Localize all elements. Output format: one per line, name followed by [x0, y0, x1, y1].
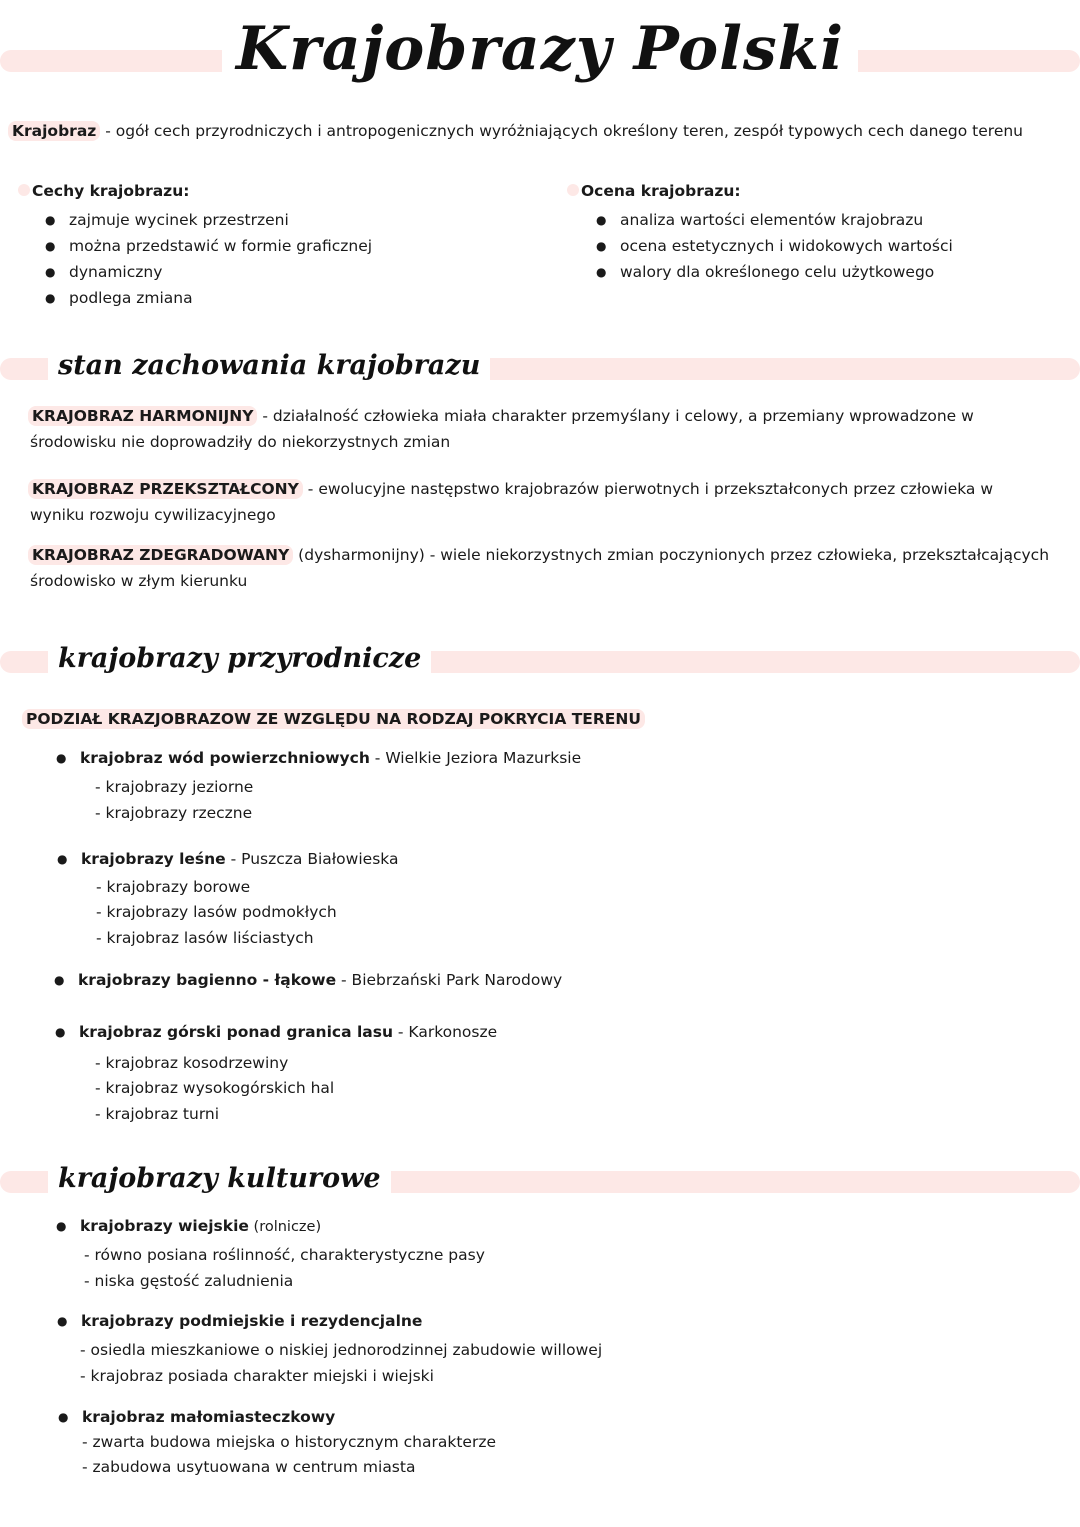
kulturowe-group: ● krajobrazy podmiejskie i rezydencjalne	[81, 1311, 422, 1331]
kulturowe-sub: - zwarta budowa miejska o historycznym charakterze	[82, 1433, 496, 1451]
cechy-item: ● podlega zmiana	[69, 288, 193, 308]
kulturowe-sub: - zabudowa usytuowana w centrum miasta	[82, 1458, 416, 1476]
harmonijny-line1: KRAJOBRAZ HARMONIJNY - działalność człowieka miała charakter przemyślany i celowy, a przemiany wprowadzone w	[28, 406, 974, 426]
przyrodnicze-sub: - krajobrazy lasów podmokłych	[96, 903, 337, 921]
kulturowe-group: ● krajobraz małomiasteczkowy	[82, 1407, 335, 1427]
przyrodnicze-group: ● krajobrazy bagienno - łąkowe - Biebrzański Park Narodowy	[78, 970, 562, 990]
przeksztalcony-line2: wyniku rozwoju cywilizacyjnego	[30, 506, 276, 524]
cechy-item: ● dynamiczny	[69, 262, 162, 282]
kulturowe-sub: - krajobraz posiada charakter miejski i wiejski	[80, 1367, 434, 1385]
przeksztalcony-term: KRAJOBRAZ PRZEKSZTAŁCONY	[28, 479, 303, 499]
definition-text: - ogół cech przyrodniczych i antropogenicznych wyróżniających określony teren, zespół typowych cech danego terenu	[100, 122, 1024, 140]
przyrodnicze-sub: - krajobrazy rzeczne	[95, 804, 253, 822]
cechy-dot	[18, 184, 30, 196]
ocena-item: ● walory dla określonego celu użytkowego	[620, 262, 934, 282]
cechy-item: ● zajmuje wycinek przestrzeni	[69, 210, 289, 230]
kulturowe-sub: - niska gęstość zaludnienia	[84, 1272, 294, 1290]
kulturowe-heading: krajobrazy kulturowe	[48, 1163, 391, 1194]
harmonijny-line2: środowisku nie doprowadziły do niekorzystnych zmian	[30, 433, 451, 451]
definition-term: Krajobraz	[8, 121, 100, 141]
przyrodnicze-sub: - krajobrazy borowe	[96, 878, 251, 896]
przyrodnicze-sub: - krajobraz wysokogórskich hal	[95, 1079, 335, 1097]
stan-heading: stan zachowania krajobrazu	[48, 350, 490, 381]
definition	[8, 121, 1023, 141]
przyrodnicze-subheading: PODZIAŁ KRAZJOBRAZOW ZE WZGLĘDU NA RODZAJ POKRYCIA TERENU	[22, 709, 645, 729]
przyrodnicze-sub: - krajobraz lasów liściastych	[96, 929, 314, 947]
ocena-heading: Ocena krajobrazu:	[581, 182, 741, 200]
cechy-item: ● można przedstawić w formie graficznej	[69, 236, 372, 256]
przyrodnicze-group: ● krajobraz górski ponad granica lasu - Karkonosze	[79, 1022, 497, 1042]
zdegradowany-term: KRAJOBRAZ ZDEGRADOWANY	[28, 545, 293, 565]
przyrodnicze-group: ● krajobrazy leśne - Puszcza Białowieska	[81, 849, 398, 869]
przeksztalcony-line1: KRAJOBRAZ PRZEKSZTAŁCONY - ewolucyjne następstwo krajobrazów pierwotnych i przekształconych przez człowieka w	[28, 479, 993, 499]
page-title: Krajobrazy Polski	[0, 14, 1080, 84]
zdegradowany-line2: środowisko w złym kierunku	[30, 572, 248, 590]
przyrodnicze-group: ● krajobraz wód powierzchniowych - Wielkie Jeziora Mazurksie	[80, 748, 581, 768]
przyrodnicze-heading: krajobrazy przyrodnicze	[48, 643, 431, 674]
przyrodnicze-sub: - krajobraz turni	[95, 1105, 220, 1123]
przyrodnicze-sub: - krajobraz kosodrzewiny	[95, 1054, 289, 1072]
harmonijny-term: KRAJOBRAZ HARMONIJNY	[28, 406, 257, 426]
cechy-heading: Cechy krajobrazu:	[32, 182, 190, 200]
przyrodnicze-sub: - krajobrazy jeziorne	[95, 778, 254, 796]
ocena-dot	[567, 184, 579, 196]
kulturowe-sub: - osiedla mieszkaniowe o niskiej jednorodzinnej zabudowie willowej	[80, 1341, 603, 1359]
kulturowe-group: ● krajobrazy wiejskie (rolnicze)	[80, 1216, 321, 1237]
ocena-item: ● ocena estetycznych i widokowych wartości	[620, 236, 953, 256]
zdegradowany-line1: KRAJOBRAZ ZDEGRADOWANY (dysharmonijny) - wiele niekorzystnych zmian poczynionych przez człowieka, przekształcających	[28, 545, 1049, 565]
ocena-item: ● analiza wartości elementów krajobrazu	[620, 210, 923, 230]
kulturowe-sub: - równo posiana roślinność, charakterystyczne pasy	[84, 1246, 485, 1264]
